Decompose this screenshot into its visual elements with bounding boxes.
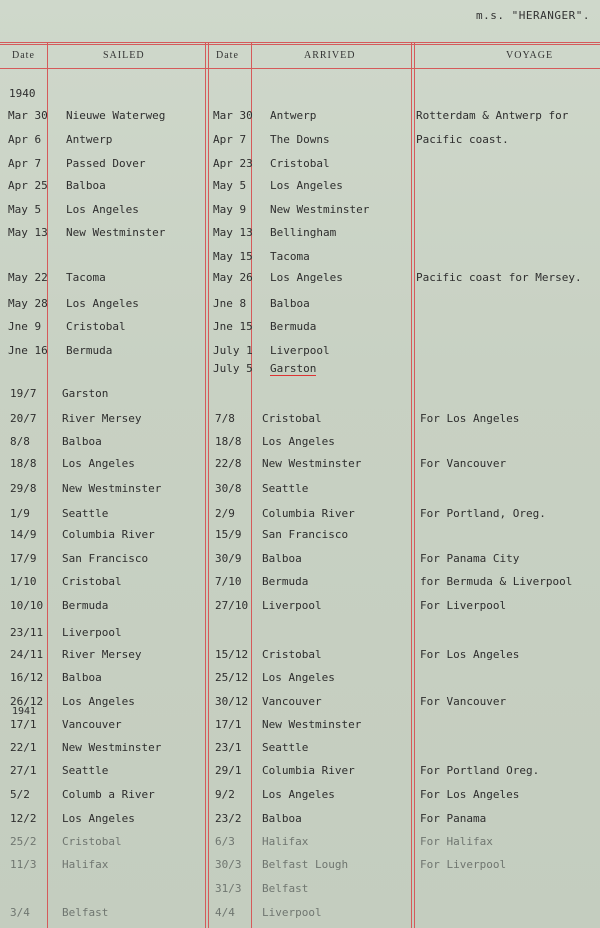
arrived-date: 31/3 <box>215 882 242 895</box>
arrived-port: Tacoma <box>270 250 310 263</box>
sailed-port: Balboa <box>62 435 102 448</box>
sailed-date: Jne 9 <box>8 320 42 333</box>
arrived-date: May 9 <box>213 203 247 216</box>
arrived-port: New Westminster <box>262 718 362 731</box>
voyage-note: Pacific coast for Mersey. <box>416 271 582 284</box>
sailed-date: 29/8 <box>10 482 37 495</box>
arrived-port: Belfast <box>262 882 309 895</box>
col-rule-1 <box>47 42 48 928</box>
sailed-date: Apr 6 <box>8 133 42 146</box>
sailed-port: Columbia River <box>62 528 155 541</box>
sailed-port: Cristobal <box>66 320 126 333</box>
arrived-date: 30/8 <box>215 482 242 495</box>
year-1940: 1940 <box>9 87 36 100</box>
arrived-date: 22/8 <box>215 457 242 470</box>
arrived-date: 7/10 <box>215 575 242 588</box>
arrived-date: 7/8 <box>215 412 235 425</box>
sailed-port: Cristobal <box>62 575 122 588</box>
arrived-date: 15/12 <box>215 648 249 661</box>
header-date-arrived: Date <box>216 50 239 61</box>
header-top-rule <box>0 42 600 43</box>
arrived-port: Liverpool <box>270 344 330 357</box>
arrived-date: 2/9 <box>215 507 235 520</box>
sailed-date: 22/1 <box>10 741 37 754</box>
sailed-date: 16/12 <box>10 671 44 684</box>
col-rule-4 <box>411 42 412 928</box>
sailed-port: New Westminster <box>66 226 166 239</box>
arrived-port: Los Angeles <box>262 788 335 801</box>
sailed-port: Tacoma <box>66 271 106 284</box>
arrived-date: 9/2 <box>215 788 235 801</box>
arrived-date: 27/10 <box>215 599 249 612</box>
sailed-port: River Mersey <box>62 412 142 425</box>
year-1941: 1941 <box>12 706 37 717</box>
arrived-date: 18/8 <box>215 435 242 448</box>
arrived-port: Antwerp <box>270 109 317 122</box>
arrived-port: Balboa <box>262 552 302 565</box>
sailed-port: Vancouver <box>62 718 122 731</box>
sailed-port: Antwerp <box>66 133 113 146</box>
arrived-port: New Westminster <box>262 457 362 470</box>
sailed-date: May 22 <box>8 271 48 284</box>
voyage-note: For Liverpool <box>420 858 507 871</box>
sailed-date: 8/8 <box>10 435 30 448</box>
sailed-date: 1/9 <box>10 507 30 520</box>
arrived-port: Seattle <box>262 482 309 495</box>
arrived-date: 30/9 <box>215 552 242 565</box>
arrived-port: San Francisco <box>262 528 349 541</box>
arrived-port: Halifax <box>262 835 309 848</box>
voyage-note: Pacific coast. <box>416 133 509 146</box>
sailed-port: Bermuda <box>66 344 113 357</box>
voyage-note: For Portland, Oreg. <box>420 507 546 520</box>
header-sailed: SAILED <box>103 50 145 61</box>
sailed-date: 17/9 <box>10 552 37 565</box>
arrived-port: Seattle <box>262 741 309 754</box>
col-rule-2b <box>208 42 209 928</box>
sailed-port: Balboa <box>66 179 106 192</box>
arrived-date: May 5 <box>213 179 247 192</box>
sailed-date: 24/11 <box>10 648 44 661</box>
arrived-date: Jne 15 <box>213 320 253 333</box>
sailed-date: May 5 <box>8 203 42 216</box>
sailed-date: 18/8 <box>10 457 37 470</box>
sailed-date: 27/1 <box>10 764 37 777</box>
sailed-port: Los Angeles <box>66 203 139 216</box>
sailed-date: Mar 30 <box>8 109 48 122</box>
sailed-date: 11/3 <box>10 858 37 871</box>
sailed-date: Apr 7 <box>8 157 42 170</box>
sailed-port: Los Angeles <box>62 695 135 708</box>
arrived-date: 23/2 <box>215 812 242 825</box>
sailed-port: Los Angeles <box>66 297 139 310</box>
sailed-port: Seattle <box>62 507 109 520</box>
voyage-note: For Vancouver <box>420 695 507 708</box>
header-bottom-rule <box>0 68 600 69</box>
arrived-port: New Westminster <box>270 203 370 216</box>
sailed-date: 12/2 <box>10 812 37 825</box>
sailed-date: Apr 25 <box>8 179 48 192</box>
sailed-date: Jne 16 <box>8 344 48 357</box>
header-date-sailed: Date <box>12 50 35 61</box>
arrived-port: Garston <box>270 362 317 375</box>
arrived-date: July 5 <box>213 362 253 375</box>
voyage-note: Rotterdam & Antwerp for <box>416 109 569 122</box>
arrived-port: Cristobal <box>270 157 330 170</box>
arrived-date: Apr 23 <box>213 157 253 170</box>
voyage-note: For Los Angeles <box>420 648 520 661</box>
arrived-date: May 15 <box>213 250 253 263</box>
sailed-port: Garston <box>62 387 109 400</box>
arrived-port: Columbia River <box>262 764 355 777</box>
arrived-date: May 13 <box>213 226 253 239</box>
sailed-port: Bermuda <box>62 599 109 612</box>
voyage-note: For Panama City <box>420 552 520 565</box>
arrived-port: Columbia River <box>262 507 355 520</box>
arrived-date: 30/12 <box>215 695 249 708</box>
voyage-note: For Los Angeles <box>420 788 520 801</box>
arrived-port: Los Angeles <box>262 671 335 684</box>
voyage-note: For Vancouver <box>420 457 507 470</box>
arrived-port: Liverpool <box>262 906 322 919</box>
sailed-date: May 28 <box>8 297 48 310</box>
sailed-date: May 13 <box>8 226 48 239</box>
sailed-date: 23/11 <box>10 626 44 639</box>
sailed-date: 26/12 <box>10 695 44 708</box>
sailed-port: Columb a River <box>62 788 155 801</box>
arrived-port: Cristobal <box>262 412 322 425</box>
voyage-note: For Los Angeles <box>420 412 520 425</box>
sailed-port: Los Angeles <box>62 812 135 825</box>
voyage-note: For Panama <box>420 812 487 825</box>
arrived-port: Balboa <box>270 297 310 310</box>
arrived-date: 25/12 <box>215 671 249 684</box>
arrived-date: 6/3 <box>215 835 235 848</box>
arrived-date: May 26 <box>213 271 253 284</box>
col-rule-2 <box>205 42 206 928</box>
header-voyage: VOYAGE <box>506 50 554 61</box>
arrived-port: Bermuda <box>262 575 309 588</box>
arrived-port: Cristobal <box>262 648 322 661</box>
voyage-note: For Portland Oreg. <box>420 764 540 777</box>
ship-name: m.s. "HERANGER". <box>476 9 590 22</box>
sailed-port: San Francisco <box>62 552 149 565</box>
arrived-port: Bellingham <box>270 226 337 239</box>
sailed-port: Halifax <box>62 858 109 871</box>
arrived-date: 30/3 <box>215 858 242 871</box>
sailed-date: 17/1 <box>10 718 37 731</box>
sailed-date: 5/2 <box>10 788 30 801</box>
sailed-port: Seattle <box>62 764 109 777</box>
arrived-date: July 1 <box>213 344 253 357</box>
arrived-port: Bermuda <box>270 320 317 333</box>
sailed-date: 14/9 <box>10 528 37 541</box>
sailed-port: Liverpool <box>62 626 122 639</box>
arrived-date: 4/4 <box>215 906 235 919</box>
arrived-date: 29/1 <box>215 764 242 777</box>
arrived-port: Los Angeles <box>262 435 335 448</box>
sailed-port: Los Angeles <box>62 457 135 470</box>
arrived-port: Los Angeles <box>270 271 343 284</box>
arrived-port: Balboa <box>262 812 302 825</box>
arrived-port: The Downs <box>270 133 330 146</box>
sailed-date: 19/7 <box>10 387 37 400</box>
sailed-port: River Mersey <box>62 648 142 661</box>
voyage-note: For Halifax <box>420 835 493 848</box>
arrived-port: Los Angeles <box>270 179 343 192</box>
arrived-date: 15/9 <box>215 528 242 541</box>
sailed-port: Cristobal <box>62 835 122 848</box>
arrived-date: Mar 30 <box>213 109 253 122</box>
sailed-port: New Westminster <box>62 482 162 495</box>
sailed-date: 1/10 <box>10 575 37 588</box>
header-top-rule-2 <box>0 44 600 45</box>
arrived-date: Apr 7 <box>213 133 247 146</box>
voyage-note: For Liverpool <box>420 599 507 612</box>
col-rule-3 <box>251 42 252 928</box>
sailed-date: 10/10 <box>10 599 44 612</box>
sailed-date: 3/4 <box>10 906 30 919</box>
sailed-date: 25/2 <box>10 835 37 848</box>
arrived-date: 23/1 <box>215 741 242 754</box>
col-rule-4b <box>414 42 415 928</box>
voyage-note: for Bermuda & Liverpool <box>420 575 573 588</box>
sailed-port: New Westminster <box>62 741 162 754</box>
sailed-date: 20/7 <box>10 412 37 425</box>
sailed-port: Passed Dover <box>66 157 146 170</box>
arrived-port: Belfast Lough <box>262 858 349 871</box>
arrived-port: Vancouver <box>262 695 322 708</box>
arrived-date: Jne 8 <box>213 297 247 310</box>
arrived-port: Liverpool <box>262 599 322 612</box>
sailed-port: Belfast <box>62 906 109 919</box>
sailed-port: Balboa <box>62 671 102 684</box>
header-arrived: ARRIVED <box>304 50 356 61</box>
sailed-port: Nieuwe Waterweg <box>66 109 166 122</box>
arrived-date: 17/1 <box>215 718 242 731</box>
